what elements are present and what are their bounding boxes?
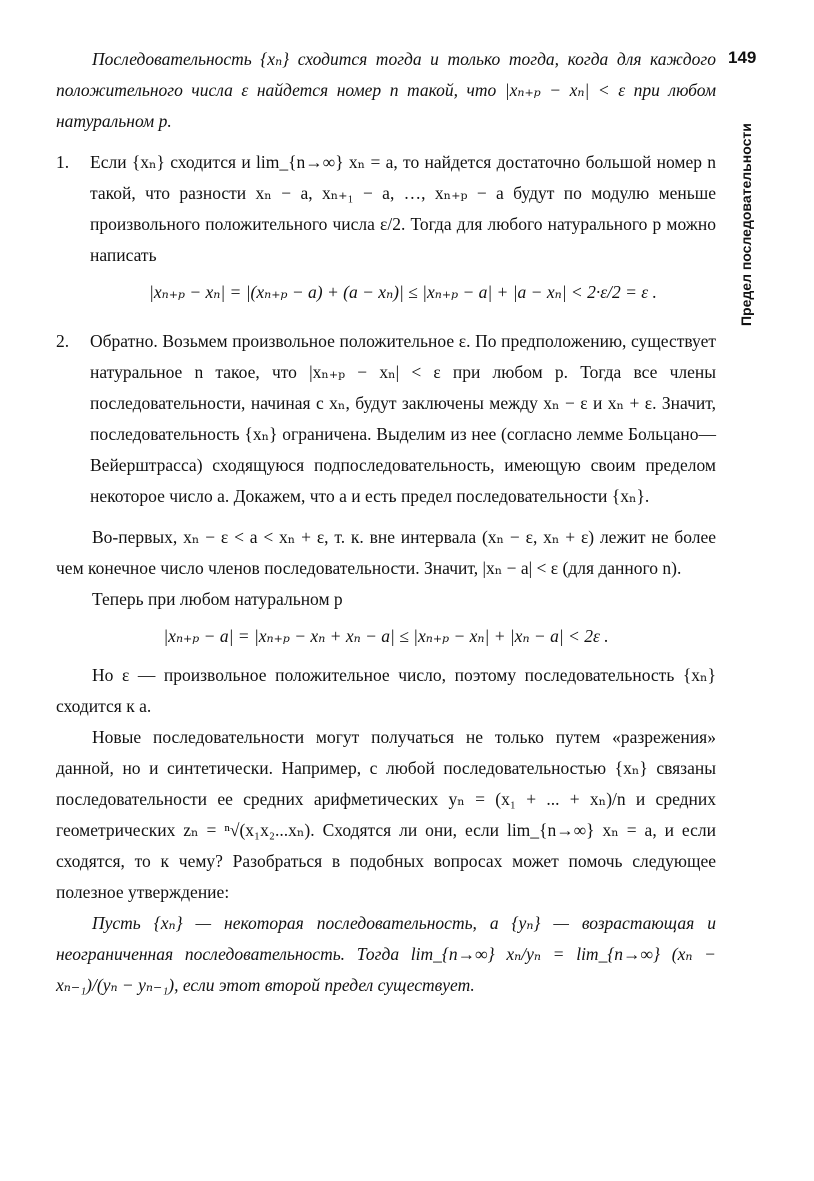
item-text: Если {xₙ} сходится и lim_{n→∞} xₙ = a, то найдется достаточно большой номер n такой, что разности xₙ − a, xₙ₊₁ − a, …, xₙ₊ₚ − a будут по модулю меньше произвольного положительного числа ε/2. Тогда для любого натурального p можно написать bbox=[90, 152, 716, 265]
formula: |xₙ₊ₚ − a| = |xₙ₊ₚ − xₙ + xₙ − a| ≤ |xₙ₊ₚ − xₙ| + |xₙ − a| < 2ε . bbox=[163, 626, 609, 646]
formula: |xₙ₊ₚ − xₙ| = |(xₙ₊ₚ − a) + (a − xₙ)| ≤ |xₙ₊ₚ − a| + |a − xₙ| < 2·ε/2 = ε . bbox=[149, 282, 657, 302]
item-number: 2. bbox=[56, 331, 70, 351]
item-number: 1. bbox=[56, 152, 70, 172]
running-header: Предел последовательности bbox=[738, 123, 754, 326]
paragraph: Во-первых, xₙ − ε < a < xₙ + ε, т. к. вне интервала (xₙ − ε, xₙ + ε) лежит не более чем конечное число членов последовательности. Значит, |xₙ − a| < ε (для данного n). bbox=[56, 527, 716, 578]
item-text: Обратно. Возьмем произвольное положительное ε. По предположению, существует натуральное n такое, что |xₙ₊ₚ − xₙ| < ε при любом p. Тогда все члены последовательности, начиная с xₙ, будут заключены между xₙ − ε и xₙ + ε. Значит, последовательность {xₙ} ограничена. Выделим из нее (согласно лемме Больцано—Вейерштрасса) сходящуюся подпоследовательность, имеющую своим пределом некоторое число a. Докажем, что a и есть предел последовательности {xₙ}. bbox=[90, 331, 716, 506]
page-number: 149 bbox=[728, 48, 757, 67]
proof-item-1 bbox=[56, 147, 716, 316]
proof-item-2 bbox=[56, 326, 716, 512]
theorem-cauchy: Последовательность {xₙ} сходится тогда и только тогда, когда для каждого положительного числа ε найдется номер n такой, что |xₙ₊ₚ − xₙ| < ε при любом натуральном p. bbox=[56, 49, 716, 131]
paragraph: Теперь при любом натуральном p bbox=[92, 589, 343, 609]
paragraph: Новые последовательности могут получаться не только путем «разрежения» данной, но и синтетически. Например, с любой последовательностью {xₙ} связаны последовательности ее средних арифметических yₙ = (x₁ + ... + xₙ)/n и средних геометрических zₙ = ⁿ√(x₁x₂...xₙ). Сходятся ли они, если lim_{n→∞} xₙ = a, и если сходятся, то к чему? Разобраться в подобных вопросах может помочь следующее полезное утверждение: bbox=[56, 727, 716, 902]
page-body bbox=[56, 44, 716, 1001]
theorem-stolz: Пусть {xₙ} — некоторая последовательность, а {yₙ} — возрастающая и неограниченная последовательность. Тогда lim_{n→∞} xₙ/yₙ = lim_{n→∞} (xₙ − xₙ₋₁)/(yₙ − yₙ₋₁), если этот второй предел существует. bbox=[56, 913, 716, 995]
paragraph: Но ε — произвольное положительное число, поэтому последовательность {xₙ} сходится к a. bbox=[56, 665, 716, 716]
